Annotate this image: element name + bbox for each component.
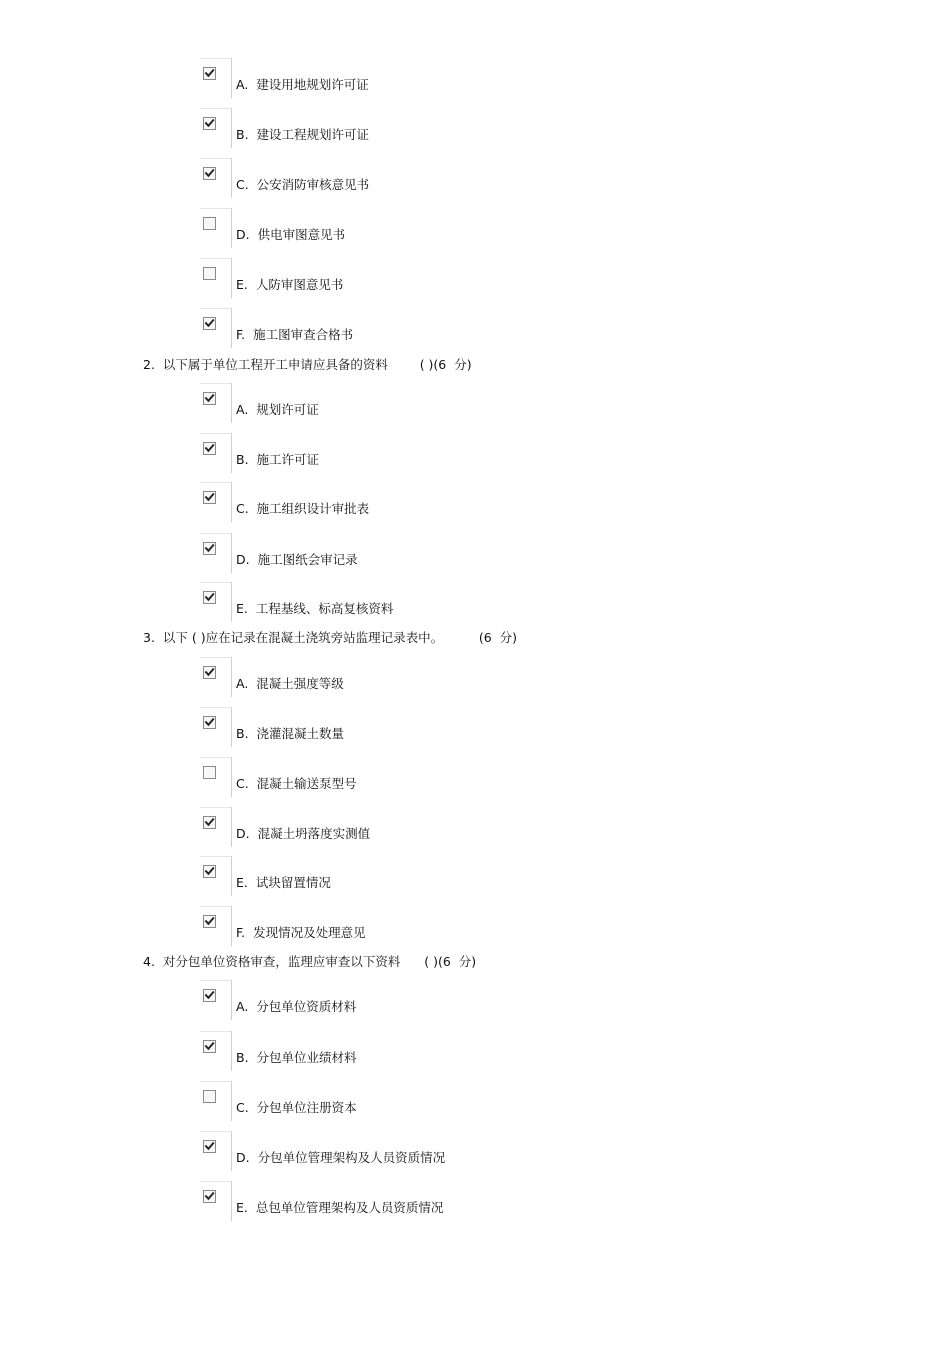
q4-option-a-label: A. 分包单位资质材料: [236, 999, 357, 1014]
q1-option-d: [199, 208, 599, 248]
q1-option-e: [199, 258, 599, 298]
q2-option-d: [199, 533, 599, 573]
q1-option-c: [199, 158, 599, 198]
q1-option-b: [199, 108, 599, 148]
q3-option-e-checkbox[interactable]: [203, 865, 216, 878]
q1-option-d-label: D. 供电审图意见书: [236, 227, 346, 242]
q2-option-b-checkbox[interactable]: [203, 442, 216, 455]
checkmark-icon: [204, 1191, 215, 1202]
q3-option-d-checkbox[interactable]: [203, 816, 216, 829]
q1-option-a: [199, 58, 599, 98]
checkmark-icon: [204, 543, 215, 554]
q3-option-c-label: C. 混凝土输送泵型号: [236, 776, 357, 791]
q2-option-e: [199, 582, 599, 622]
q2-option-a-checkbox[interactable]: [203, 392, 216, 405]
q3-option-e-label: E. 试块留置情况: [236, 875, 331, 890]
q3-option-d: [199, 807, 599, 847]
q3-option-c: [199, 757, 599, 797]
q4-option-d-label: D. 分包单位管理架构及人员资质情况: [236, 1150, 446, 1165]
q1-option-d-checkbox[interactable]: [203, 217, 216, 230]
question-2-score: ( )(6 分): [419, 357, 472, 372]
checkmark-icon: [204, 118, 215, 129]
q3-option-a: [199, 657, 599, 697]
q4-option-a: [199, 980, 599, 1020]
q4-option-c-checkbox[interactable]: [203, 1090, 216, 1103]
checkmark-icon: [204, 990, 215, 1001]
q2-option-c-checkbox[interactable]: [203, 491, 216, 504]
q4-option-b-checkbox[interactable]: [203, 1040, 216, 1053]
q1-option-f-checkbox[interactable]: [203, 317, 216, 330]
q1-option-e-label: E. 人防审图意见书: [236, 277, 344, 292]
q4-option-d-checkbox[interactable]: [203, 1140, 216, 1153]
checkmark-icon: [204, 1141, 215, 1152]
q4-option-b: [199, 1031, 599, 1071]
question-3-score: (6 分): [478, 630, 518, 645]
q1-option-c-label: C. 公安消防审核意见书: [236, 177, 370, 192]
q1-option-e-checkbox[interactable]: [203, 267, 216, 280]
checkmark-icon: [204, 916, 215, 927]
checkmark-icon: [204, 667, 215, 678]
q3-option-b: [199, 707, 599, 747]
checkmark-icon: [204, 1041, 215, 1052]
q3-option-a-label: A. 混凝土强度等级: [236, 676, 344, 691]
q1-option-b-label: B. 建设工程规划许可证: [236, 127, 370, 142]
q3-option-f-label: F. 发现情况及处理意见: [236, 925, 366, 940]
q1-option-a-checkbox[interactable]: [203, 67, 216, 80]
q3-option-f: [199, 906, 599, 946]
q1-option-a-label: A. 建设用地规划许可证: [236, 77, 369, 92]
q2-option-d-checkbox[interactable]: [203, 542, 216, 555]
q3-option-b-checkbox[interactable]: [203, 716, 216, 729]
question-4-score: ( )(6 分): [424, 954, 477, 969]
question-2-title: 2. 以下属于单位工程开工申请应具备的资料 ( )(6 分): [143, 357, 472, 372]
q2-option-c-label: C. 施工组织设计审批表: [236, 501, 370, 516]
q4-option-e: [199, 1181, 599, 1221]
q4-option-d: [199, 1131, 599, 1171]
q3-option-f-checkbox[interactable]: [203, 915, 216, 928]
q1-option-f: [199, 308, 599, 348]
checkmark-icon: [204, 168, 215, 179]
q2-option-a: [199, 383, 599, 423]
q3-option-c-checkbox[interactable]: [203, 766, 216, 779]
checkmark-icon: [204, 443, 215, 454]
q2-option-b: [199, 433, 599, 473]
question-4-title: 4. 对分包单位资格审查，监理应审查以下资料 ( )(6 分): [143, 954, 477, 969]
question-3-title: 3. 以下 ( )应在记录在混凝土浇筑旁站监理记录表中。 (6 分): [143, 630, 518, 645]
checkmark-icon: [204, 393, 215, 404]
q2-option-a-label: A. 规划许可证: [236, 402, 319, 417]
checkmark-icon: [204, 717, 215, 728]
checkmark-icon: [204, 318, 215, 329]
checkmark-icon: [204, 68, 215, 79]
q3-option-a-checkbox[interactable]: [203, 666, 216, 679]
q2-option-e-checkbox[interactable]: [203, 591, 216, 604]
checkmark-icon: [204, 866, 215, 877]
q1-option-c-checkbox[interactable]: [203, 167, 216, 180]
q4-option-e-label: E. 总包单位管理架构及人员资质情况: [236, 1200, 444, 1215]
q4-option-b-label: B. 分包单位业绩材料: [236, 1050, 357, 1065]
checkmark-icon: [204, 817, 215, 828]
q2-option-b-label: B. 施工许可证: [236, 452, 320, 467]
q2-option-c: [199, 482, 599, 522]
q4-option-e-checkbox[interactable]: [203, 1190, 216, 1203]
q1-option-b-checkbox[interactable]: [203, 117, 216, 130]
q2-option-d-label: D. 施工图纸会审记录: [236, 552, 358, 567]
checkmark-icon: [204, 492, 215, 503]
q3-option-b-label: B. 浇灌混凝土数量: [236, 726, 345, 741]
q1-option-f-label: F. 施工图审查合格书: [236, 327, 354, 342]
q4-option-a-checkbox[interactable]: [203, 989, 216, 1002]
q3-option-e: [199, 856, 599, 896]
q2-option-e-label: E. 工程基线、标高复核资料: [236, 601, 394, 616]
q3-option-d-label: D. 混凝土坍落度实测值: [236, 826, 371, 841]
checkmark-icon: [204, 592, 215, 603]
q4-option-c: [199, 1081, 599, 1121]
q4-option-c-label: C. 分包单位注册资本: [236, 1100, 357, 1115]
